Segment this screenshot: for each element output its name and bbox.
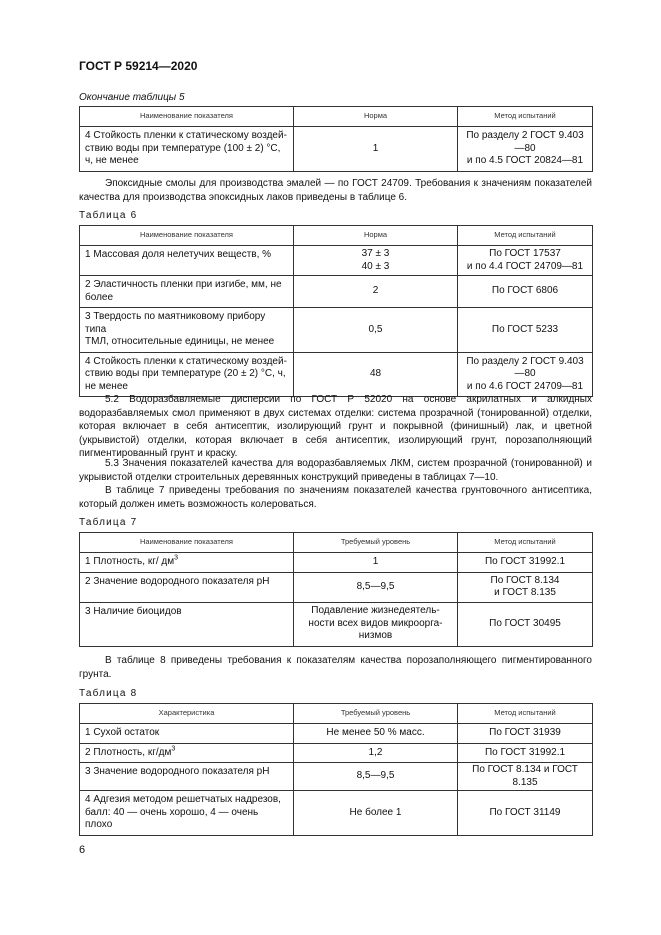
paragraph-text: В таблице 8 приведены требования к показателям качества порозаполняющего пигментированного грунта. xyxy=(79,655,592,680)
table-row xyxy=(80,246,593,276)
table-row xyxy=(80,743,593,763)
table-cell: 1,2 xyxy=(294,743,458,763)
table-row xyxy=(80,553,593,573)
table-cell: 4 Стойкость пленки к статическому воздей- ствию воды при температуре (100 ± 2) °С, ч, не менее xyxy=(80,127,294,172)
table-cell: По разделу 2 ГОСТ 9.403—80 и по 4.5 ГОСТ 20824—81 xyxy=(458,127,593,172)
table-cell: 48 xyxy=(294,352,458,397)
table-5 xyxy=(79,106,593,172)
table-cell: Подавление жизнедеятель- ности всех видов микроорга- низмов xyxy=(294,602,458,646)
cell-text: 1 Плотность, кг/ дм xyxy=(85,556,175,567)
table7-caption: Таблица 7 xyxy=(79,517,138,528)
table-6 xyxy=(79,225,593,397)
table-header-row xyxy=(80,107,593,127)
table5-caption: Окончание таблицы 5 xyxy=(79,92,185,103)
table-8 xyxy=(79,703,593,836)
table-row xyxy=(80,352,593,397)
column-header: Норма xyxy=(294,226,458,246)
column-header: Метод испытаний xyxy=(458,226,593,246)
table-cell: По ГОСТ 31992.1 xyxy=(458,553,593,573)
table-cell: 37 ± 3 40 ± 3 xyxy=(294,246,458,276)
document-header: ГОСТ Р 59214—2020 xyxy=(79,59,198,73)
column-header: Метод испытаний xyxy=(458,533,593,553)
paragraph xyxy=(79,654,592,681)
table-cell xyxy=(80,553,294,573)
paragraph xyxy=(79,457,592,484)
table-cell: По ГОСТ 17537 и по 4.4 ГОСТ 24709—81 xyxy=(458,246,593,276)
table-cell: По ГОСТ 8.134 и ГОСТ 8.135 xyxy=(458,763,593,791)
table-header-row xyxy=(80,533,593,553)
column-header: Наименование показателя xyxy=(80,107,294,127)
table-row xyxy=(80,127,593,172)
table-cell: Не менее 50 % масс. xyxy=(294,724,458,744)
table-cell: 4 Стойкость пленки к статическому воздей- ствию воды при температуре (20 ± 2) °С, ч, не менее xyxy=(80,352,294,397)
table-cell: По ГОСТ 31939 xyxy=(458,724,593,744)
table-header-row xyxy=(80,226,593,246)
table-cell: 0,5 xyxy=(294,308,458,353)
column-header: Метод испытаний xyxy=(458,107,593,127)
table-row xyxy=(80,724,593,744)
table-row xyxy=(80,763,593,791)
table-cell: По ГОСТ 5233 xyxy=(458,308,593,353)
table-cell: По разделу 2 ГОСТ 9.403—80 и по 4.6 ГОСТ 24709—81 xyxy=(458,352,593,397)
table-cell: 2 xyxy=(294,276,458,308)
paragraph-text: Эпоксидные смолы для производства эмалей — по ГОСТ 24709. Требования к значениям показателей качества для производства эпоксидных лаков приведены в таблице 6. xyxy=(79,178,592,203)
column-header: Наименование показателя xyxy=(80,226,294,246)
table-row xyxy=(80,791,593,836)
table-row xyxy=(80,572,593,602)
superscript: 3 xyxy=(171,745,176,753)
table6-caption: Таблица 6 xyxy=(79,210,138,221)
paragraph xyxy=(79,484,592,511)
table-cell: 1 Массовая доля нелетучих веществ, % xyxy=(80,246,294,276)
paragraph xyxy=(79,177,592,204)
table-cell: 8,5—9,5 xyxy=(294,572,458,602)
table-cell: 2 Эластичность пленки при изгибе, мм, не более xyxy=(80,276,294,308)
table-cell: 3 Наличие биоцидов xyxy=(80,602,294,646)
column-header: Метод испытаний xyxy=(458,704,593,724)
table-row xyxy=(80,276,593,308)
table-cell: По ГОСТ 30495 xyxy=(458,602,593,646)
paragraph xyxy=(79,393,592,461)
cell-text: 2 Плотность, кг/дм xyxy=(85,746,172,758)
table-cell: 4 Адгезия методом решетчатых надрезов, балл: 40 — очень хорошо, 4 — очень плохо xyxy=(80,791,294,836)
table-cell: 1 Сухой остаток xyxy=(80,724,294,744)
table-cell: 2 Значение водородного показателя pH xyxy=(80,572,294,602)
table-row xyxy=(80,602,593,646)
table-cell: 8,5—9,5 xyxy=(294,763,458,791)
superscript: 3 xyxy=(174,554,179,562)
table-cell: 1 xyxy=(294,127,458,172)
table-cell: 3 Значение водородного показателя pH xyxy=(80,763,294,791)
page-number: 6 xyxy=(79,844,86,856)
table-cell: По ГОСТ 31149 xyxy=(458,791,593,836)
column-header: Требуемый уровень xyxy=(294,533,458,553)
table-cell: По ГОСТ 31992.1 xyxy=(458,743,593,763)
table-cell: 3 Твердость по маятниковому прибору типа ТМЛ, относительные единицы, не менее xyxy=(80,308,294,353)
column-header: Требуемый уровень xyxy=(294,704,458,724)
table-cell xyxy=(80,743,294,763)
paragraph-text: В таблице 7 приведены требования по значениям показателей качества грунтовочного антисептика, который должен иметь возможность колероваться. xyxy=(79,485,592,510)
paragraph-text: 5.2 Водоразбавляемые дисперсии по ГОСТ Р 52020 на основе акрилатных и алкидных водоразбавляемых смол применяют в двух системах отделки: система прозрачной (тонированной) отделки, которая включает в себя антисептик, изолирующий грунт и покрывной (финишный) лак, и цветной (укрывистой) отделки, которая включает в себя антисептик, изолирующий грунт, порозаполняющий пигментированный грунт и краску. xyxy=(79,394,592,459)
table-row xyxy=(80,308,593,353)
column-header: Характеристика xyxy=(80,704,294,724)
table-header-row xyxy=(80,704,593,724)
table-7 xyxy=(79,532,593,647)
paragraph-text: 5.3 Значения показателей качества для водоразбавляемых ЛКМ, систем прозрачной (тонированной) и укрывистой отделки строительных деревянных конструкций приведены в таблицах 7—10. xyxy=(79,458,592,483)
table-cell: По ГОСТ 6806 xyxy=(458,276,593,308)
column-header: Наименование показателя xyxy=(80,533,294,553)
table-cell: 1 xyxy=(294,553,458,573)
table8-caption: Таблица 8 xyxy=(79,688,138,699)
table-cell: Не более 1 xyxy=(294,791,458,836)
column-header: Норма xyxy=(294,107,458,127)
table-cell: По ГОСТ 8.134 и ГОСТ 8.135 xyxy=(458,572,593,602)
